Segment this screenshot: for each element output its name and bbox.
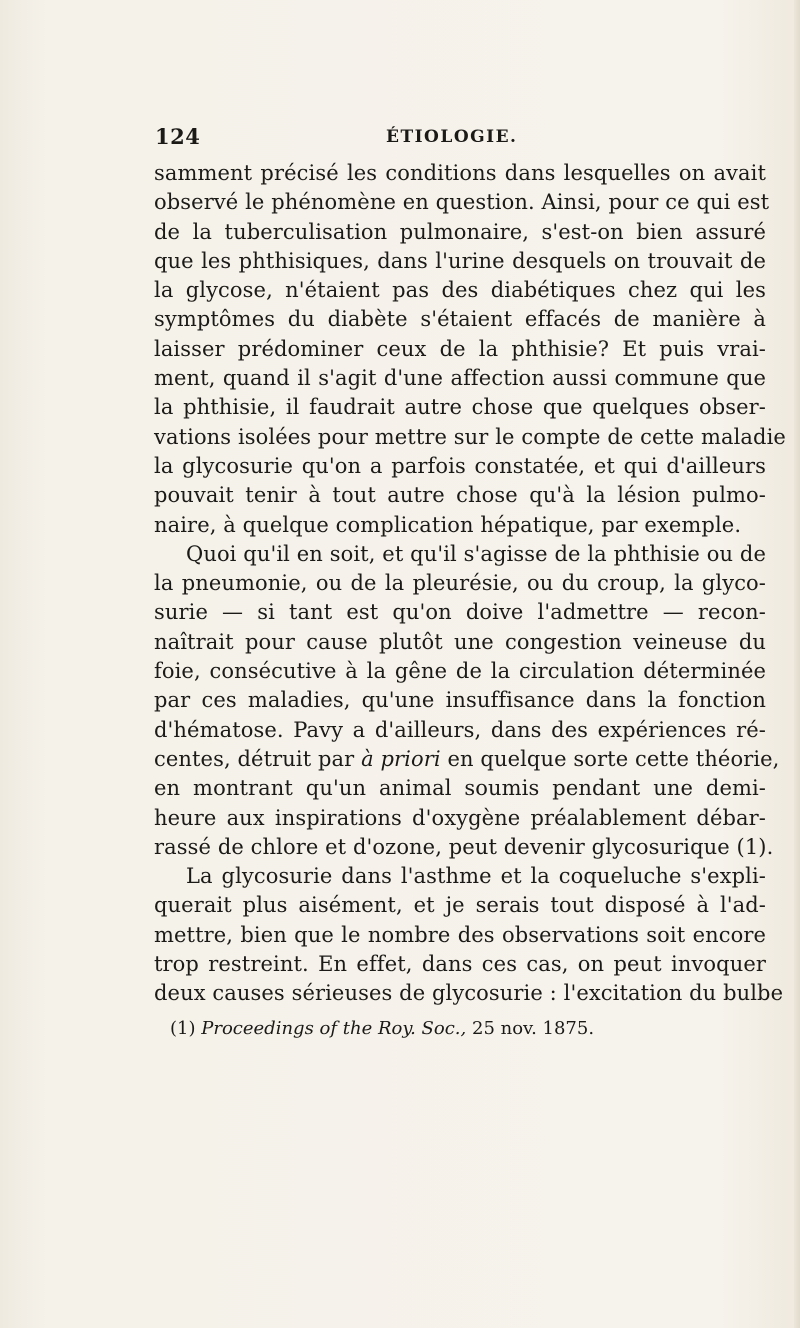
text-line: d'hématose. Pavy a d'ailleurs, dans des expériences ré- (154, 717, 766, 742)
text-line: observé le phénomène en question. Ainsi, pour ce qui est (154, 190, 770, 215)
page-edge-shadow (794, 0, 800, 1328)
text-line: heure aux inspirations d'oxygène préalablement débar- (154, 805, 766, 830)
text-line: laisser prédominer ceux de la phthisie? Et puis vrai- (154, 336, 766, 361)
text-line: Quoi qu'il en soit, et qu'il s'agisse de la phthisie ou de (186, 541, 766, 566)
text-line: querait plus aisément, et je serais tout disposé à l'ad- (154, 893, 766, 918)
footnote-date: 25 nov. 1875. (472, 1018, 595, 1039)
footnote (170, 1017, 690, 1041)
text-line: la glycosurie qu'on a parfois constatée, et qui d'ailleurs (154, 453, 766, 478)
text-segment: centes, détruit par (154, 746, 355, 771)
text-line: la pneumonie, ou de la pleurésie, ou du croup, la glyco- (154, 571, 766, 596)
text-line: la phthisie, il faudrait autre chose que quelques obser- (154, 395, 766, 420)
text-line: samment précisé les conditions dans lesquelles on avait (154, 161, 766, 185)
text-line: ment, quand il s'agit d'une affection aussi commune que (154, 366, 766, 391)
body-text (154, 159, 786, 1009)
text-line: trop restreint. En effet, dans ces cas, on peut invoquer (154, 952, 766, 977)
text-line: pouvait tenir à tout autre chose qu'à la lésion pulmo- (154, 483, 766, 508)
footnote-title: Proceedings of the Roy. Soc., (201, 1018, 467, 1039)
text-line: de la tuberculisation pulmonaire, s'est-on bien assuré (154, 219, 766, 244)
page-number: 124 (155, 124, 201, 149)
page-header (155, 124, 675, 154)
italic-phrase: à priori (361, 746, 441, 771)
text-line: naîtrait pour cause plutôt une congestion veineuse du (154, 629, 766, 654)
text-line: vations isolées pour mettre sur le compte de cette maladie (154, 424, 786, 449)
text-line: deux causes sérieuses de glycosurie : l'excitation du bulbe (154, 981, 784, 1006)
text-line: en montrant qu'un animal soumis pendant une demi- (154, 776, 766, 801)
text-line: que les phthisiques, dans l'urine desquels on trouvait de (154, 248, 766, 273)
text-line: La glycosurie dans l'asthme et la coqueluche s'expli- (186, 864, 766, 889)
text-line: foie, consécutive à la gêne de la circulation déterminée (154, 659, 766, 684)
text-line-with-italic (154, 745, 780, 774)
text-line: naire, à quelque complication hépatique, par exemple. (154, 512, 742, 537)
text-line: mettre, bien que le nombre des observations soit encore (154, 922, 766, 947)
text-line: rassé de chlore et d'ozone, peut devenir glycosurique (1). (154, 834, 774, 859)
text-line: symptômes du diabète s'étaient effacés de manière à (154, 307, 766, 332)
text-line: la glycose, n'étaient pas des diabétiques chez qui les (154, 278, 766, 303)
text-line: surie — si tant est qu'on doive l'admettre — recon- (154, 600, 766, 625)
text-segment: en quelque sorte cette théorie, (447, 746, 780, 771)
running-head: ÉTIOLOGIE. (386, 127, 518, 147)
footnote-marker: (1) (170, 1018, 196, 1039)
text-line: par ces maladies, qu'une insuffisance dans la fonction (154, 688, 766, 713)
